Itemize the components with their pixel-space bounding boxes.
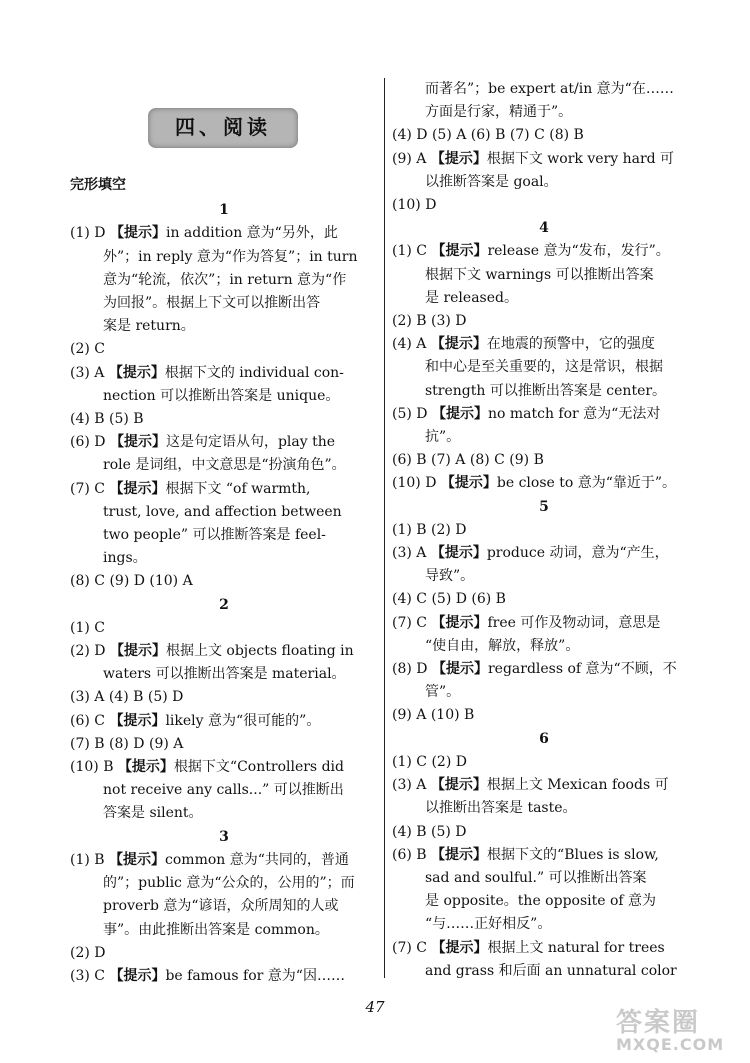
hint-label: 【提示】 bbox=[431, 939, 488, 956]
item-text: 这是句定语从句，play the bbox=[165, 434, 336, 451]
item-continuation: 以推断答案是 goal。 bbox=[425, 173, 558, 190]
item-continuation: 外”；in reply 意为“作为答复”；in turn bbox=[103, 248, 358, 265]
item-continuation: ings。 bbox=[103, 550, 147, 567]
answer-item bbox=[70, 640, 378, 663]
item-number: (4) A bbox=[392, 336, 431, 353]
item-number: (9) A bbox=[392, 150, 431, 167]
group-number: 4 bbox=[539, 220, 549, 237]
hint-label: 【提示】 bbox=[109, 434, 166, 451]
answer-item bbox=[392, 472, 696, 495]
hint-label: 【提示】 bbox=[109, 225, 166, 242]
item-continuation: 抗”。 bbox=[425, 429, 461, 446]
item-continuation: 导致”。 bbox=[425, 568, 475, 585]
hint-label: 【提示】 bbox=[430, 336, 487, 353]
item-continuation: 意为“轮流，依次”；in return 意为“作 bbox=[103, 271, 347, 288]
item-continuation: 是 released。 bbox=[425, 289, 518, 306]
item-text: 根据上文 objects floating in bbox=[165, 643, 354, 660]
item-text: 根据下文 “of warmth, bbox=[165, 480, 311, 497]
hint-label: 【提示】 bbox=[109, 480, 166, 497]
item-continuation: 为回报”。根据上下文可以推断出答 bbox=[103, 295, 321, 312]
item-text: in addition 意为“另外，此 bbox=[165, 225, 338, 242]
item-number: (3) A bbox=[392, 777, 431, 794]
watermark-logo bbox=[616, 1002, 746, 1060]
answer-line: (10) D bbox=[392, 197, 437, 214]
item-continuation: 是 opposite。the opposite of 意为 bbox=[425, 893, 657, 910]
item-continuation: 答案是 silent。 bbox=[103, 805, 203, 822]
hint-label: 【提示】 bbox=[431, 243, 488, 260]
hint-label: 【提示】 bbox=[440, 475, 497, 492]
left-column bbox=[70, 78, 378, 988]
item-number: (7) C bbox=[70, 480, 110, 497]
answer-item bbox=[70, 222, 378, 245]
item-continuation: 的”；public 意为“公众的，公用的”；而 bbox=[103, 875, 355, 892]
answer-item bbox=[70, 965, 378, 988]
item-continuation: trust, love, and affection between bbox=[103, 503, 342, 520]
answer-item bbox=[70, 710, 378, 733]
item-continuation: “与……正好相反”。 bbox=[425, 916, 552, 933]
answer-item bbox=[392, 333, 696, 356]
item-number: (10) B bbox=[70, 759, 118, 776]
answer-item bbox=[70, 756, 378, 779]
item-number: (1) D bbox=[70, 225, 110, 242]
answer-line: (3) A (4) B (5) D bbox=[70, 689, 184, 706]
item-text: no match for 意为“无法对 bbox=[487, 405, 661, 422]
hint-label: 【提示】 bbox=[430, 150, 487, 167]
section-title: 四、阅读 bbox=[148, 108, 298, 148]
answer-item bbox=[392, 612, 696, 635]
hint-label: 【提示】 bbox=[431, 661, 488, 678]
item-continuation: waters 可以推断出答案是 material。 bbox=[103, 666, 346, 683]
hint-label: 【提示】 bbox=[431, 846, 488, 863]
item-text: 根据下文“Controllers did bbox=[173, 759, 344, 776]
answer-line: (2) D bbox=[70, 944, 106, 961]
item-number: (2) D bbox=[70, 643, 110, 660]
item-number: (3) C bbox=[70, 967, 110, 984]
answer-line: (1) B (2) D bbox=[392, 521, 467, 538]
answer-line: (9) A (10) B bbox=[392, 707, 475, 724]
item-number: (6) D bbox=[70, 434, 110, 451]
item-text: common 意为“共同的，普通 bbox=[165, 851, 349, 868]
item-text: 在地震的预警中，它的强度 bbox=[486, 336, 655, 353]
answer-line: (4) C (5) D (6) B bbox=[392, 591, 506, 608]
item-continuation: two people” 可以推断答案是 feel- bbox=[103, 527, 326, 544]
item-number: (10) D bbox=[392, 475, 441, 492]
answer-line: (8) C (9) D (10) A bbox=[70, 573, 193, 590]
right-column bbox=[392, 78, 696, 983]
item-text: release 意为“发布，发行”。 bbox=[487, 243, 670, 260]
answer-line: (4) B (5) B bbox=[70, 411, 144, 428]
item-text: 根据上文 natural for trees bbox=[487, 939, 665, 956]
group-number: 5 bbox=[539, 498, 549, 515]
answer-line: (7) B (8) D (9) A bbox=[70, 735, 184, 752]
answer-item bbox=[392, 542, 696, 565]
item-continuation: 案是 return。 bbox=[103, 318, 195, 335]
item-continuation: and grass 和后面 an unnatural color bbox=[425, 962, 677, 979]
item-text: be famous for 意为“因…… bbox=[165, 967, 345, 984]
answer-item bbox=[392, 937, 696, 960]
answer-item bbox=[392, 403, 696, 426]
item-number: (6) C bbox=[70, 712, 110, 729]
watermark-top: 答案圈 bbox=[616, 1008, 701, 1038]
group-number: 6 bbox=[539, 730, 549, 747]
answer-line: (2) B (3) D bbox=[392, 313, 467, 330]
item-number: (5) D bbox=[392, 405, 432, 422]
group-number: 1 bbox=[219, 202, 229, 219]
item-number: (3) A bbox=[70, 364, 109, 381]
item-continuation: 而著名”；be expert at/in 意为“在…… bbox=[425, 81, 674, 97]
answer-item bbox=[70, 849, 378, 872]
item-number: (8) D bbox=[392, 661, 432, 678]
item-number: (1) C bbox=[392, 243, 432, 260]
item-continuation: sad and soulful.” 可以推断出答案 bbox=[425, 869, 647, 886]
page-number: 47 bbox=[365, 998, 385, 1016]
answer-item bbox=[70, 431, 378, 454]
answer-item bbox=[392, 844, 696, 867]
column-divider bbox=[384, 78, 385, 978]
hint-label: 【提示】 bbox=[431, 405, 488, 422]
item-continuation: nection 可以推断出答案是 unique。 bbox=[103, 387, 340, 404]
item-continuation: 根据下文 warnings 可以推断出答案 bbox=[425, 266, 654, 283]
answer-line: (1) C bbox=[70, 619, 105, 636]
hint-label: 【提示】 bbox=[430, 777, 487, 794]
answer-item bbox=[70, 478, 378, 501]
watermark-bottom: MXQE.COM bbox=[616, 1035, 725, 1054]
hint-label: 【提示】 bbox=[117, 759, 174, 776]
item-text: regardless of 意为“不顾，不 bbox=[487, 661, 677, 678]
answer-line: (4) D (5) A (6) B (7) C (8) B bbox=[392, 127, 584, 144]
answer-line: (4) B (5) D bbox=[392, 823, 467, 840]
subheading: 完形填空 bbox=[70, 177, 126, 193]
item-text: 根据下文的“Blues is slow, bbox=[487, 846, 659, 863]
answer-line: (6) B (7) A (8) C (9) B bbox=[392, 452, 544, 469]
item-text: be close to 意为“靠近于”。 bbox=[496, 475, 677, 492]
group-number: 2 bbox=[219, 596, 229, 613]
answer-line: (2) C bbox=[70, 341, 105, 358]
item-continuation: proverb 意为“谚语，众所周知的人或 bbox=[103, 898, 339, 915]
item-number: (1) B bbox=[70, 851, 110, 868]
hint-label: 【提示】 bbox=[431, 614, 488, 631]
item-continuation: “使自由，解放，释放”。 bbox=[425, 637, 580, 654]
item-text: free 可作及物动词，意思是 bbox=[487, 614, 661, 631]
answer-item bbox=[392, 148, 696, 171]
item-text: 根据下文的 individual con- bbox=[164, 364, 344, 381]
item-text: 根据下文 work very hard 可 bbox=[486, 150, 675, 167]
item-continuation: 管”。 bbox=[425, 684, 461, 701]
item-number: (7) C bbox=[392, 939, 432, 956]
item-continuation: strength 可以推断出答案是 center。 bbox=[425, 382, 667, 399]
answer-item bbox=[392, 658, 696, 681]
answer-item bbox=[392, 240, 696, 263]
item-text: produce 动词，意为“产生， bbox=[486, 545, 669, 562]
hint-label: 【提示】 bbox=[109, 851, 166, 868]
hint-label: 【提示】 bbox=[430, 545, 487, 562]
hint-label: 【提示】 bbox=[109, 712, 166, 729]
item-text: 根据上文 Mexican foods 可 bbox=[486, 777, 669, 794]
answer-item bbox=[392, 774, 696, 797]
item-number: (3) A bbox=[392, 545, 431, 562]
item-text: likely 意为“很可能的”。 bbox=[165, 712, 321, 729]
group-number: 3 bbox=[219, 828, 229, 845]
hint-label: 【提示】 bbox=[108, 364, 165, 381]
hint-label: 【提示】 bbox=[109, 643, 166, 660]
item-continuation: 和中心是至关重要的，这是常识，根据 bbox=[425, 359, 663, 376]
item-number: (7) C bbox=[392, 614, 432, 631]
item-continuation: 事”。由此推断出答案是 common。 bbox=[103, 921, 329, 938]
answer-line: (1) C (2) D bbox=[392, 753, 467, 770]
answer-item bbox=[70, 362, 378, 385]
item-continuation: not receive any calls...” 可以推断出 bbox=[103, 782, 344, 799]
item-continuation: 以推断出答案是 taste。 bbox=[425, 800, 577, 817]
item-continuation: 方面是行家，精通于”。 bbox=[425, 104, 573, 121]
item-continuation: role 是词组，中文意思是“扮演角色”。 bbox=[103, 457, 346, 474]
item-number: (6) B bbox=[392, 846, 432, 863]
hint-label: 【提示】 bbox=[109, 967, 166, 984]
